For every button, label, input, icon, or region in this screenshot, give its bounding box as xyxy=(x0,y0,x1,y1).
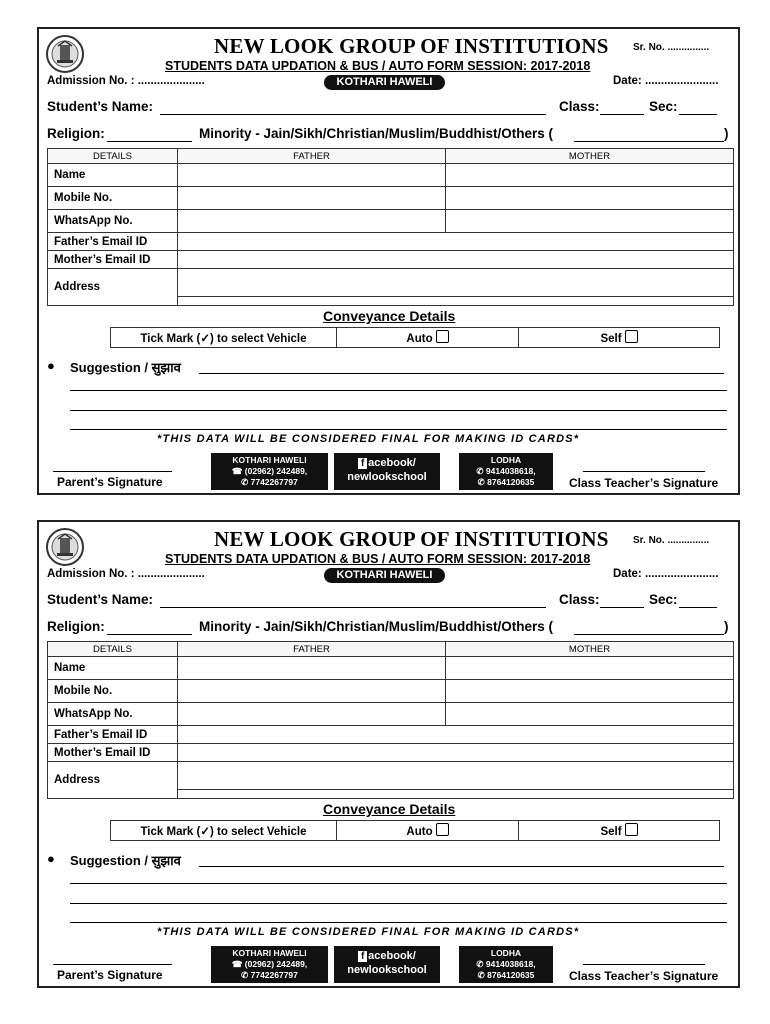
auto-option[interactable] xyxy=(337,821,519,841)
self-checkbox[interactable] xyxy=(625,330,638,343)
date-field: Date: ....................... xyxy=(613,568,719,580)
class-label: Class: xyxy=(559,592,600,607)
sec-line[interactable] xyxy=(679,114,717,115)
minority-close: ) xyxy=(724,619,729,634)
father-cell[interactable] xyxy=(178,680,446,703)
suggestion-line[interactable] xyxy=(199,866,724,867)
mother-cell[interactable] xyxy=(446,680,734,703)
table-row xyxy=(48,703,734,726)
mother-cell[interactable] xyxy=(446,657,734,680)
contact-branch: LODHA xyxy=(490,948,522,958)
father-cell[interactable] xyxy=(178,187,446,210)
row-label: Father’s Email ID xyxy=(48,726,178,744)
student-name-line[interactable] xyxy=(160,114,546,115)
table-row xyxy=(48,744,734,762)
contact-mobile: 7742267797 xyxy=(250,477,298,487)
form-subtitle: STUDENTS DATA UPDATION & BUS / AUTO FORM SESSION: 2017-2018 xyxy=(165,552,591,566)
suggestion-line[interactable] xyxy=(70,429,727,430)
table-row xyxy=(48,726,734,744)
student-name-line[interactable] xyxy=(160,607,546,608)
phone-icon: ✆ xyxy=(476,466,484,476)
tick-instruction: Tick Mark (✓) to select Vehicle xyxy=(111,821,337,841)
contact-branch: LODHA xyxy=(490,455,522,465)
row-label: WhatsApp No. xyxy=(48,703,178,726)
facebook-icon: f xyxy=(358,458,367,469)
contact-phone: ☎ (02962) 242489, xyxy=(231,959,308,969)
branch-badge: KOTHARI HAWELI xyxy=(324,75,445,90)
parent-signature-line[interactable] xyxy=(53,964,172,965)
father-cell[interactable] xyxy=(178,210,446,233)
suggestion-label: Suggestion / सुझाव xyxy=(70,853,181,868)
table-row xyxy=(48,251,734,269)
admission-number: Admission No. : ..................... xyxy=(47,568,205,580)
row-label: Mobile No. xyxy=(48,187,178,210)
student-name-label: Student’s Name: xyxy=(47,592,154,607)
row-label: Mobile No. xyxy=(48,680,178,703)
religion-label: Religion: xyxy=(47,126,105,141)
table-row xyxy=(48,187,734,210)
bullet-icon: ● xyxy=(47,851,55,866)
final-data-note: *THIS DATA WILL BE CONSIDERED FINAL FOR MAKING ID CARDS* xyxy=(157,433,580,445)
row-label: Address xyxy=(48,762,178,799)
suggestion-line[interactable] xyxy=(199,373,724,374)
mobile-icon: ✆ xyxy=(477,477,485,487)
facebook-box xyxy=(334,453,440,490)
lodha-contact-box xyxy=(459,453,553,490)
kothari-contact-box xyxy=(211,946,328,983)
branch-badge: KOTHARI HAWELI xyxy=(324,568,445,583)
mother-email-cell[interactable] xyxy=(178,744,734,762)
sec-line[interactable] xyxy=(679,607,717,608)
mother-cell[interactable] xyxy=(446,703,734,726)
contact-mobile: 7742267797 xyxy=(250,970,298,980)
row-label: WhatsApp No. xyxy=(48,210,178,233)
parent-signature-line[interactable] xyxy=(53,471,172,472)
teacher-signature-label: Class Teacher’s Signature xyxy=(569,969,719,983)
row-label: Name xyxy=(48,164,178,187)
table-row xyxy=(48,210,734,233)
details-header: DETAILS xyxy=(48,149,178,164)
class-line[interactable] xyxy=(600,607,644,608)
mother-header: MOTHER xyxy=(446,642,734,657)
table-row xyxy=(48,233,734,251)
parent-signature-label: Parent’s Signature xyxy=(57,475,163,489)
father-cell[interactable] xyxy=(178,657,446,680)
row-label: Mother’s Email ID xyxy=(48,251,178,269)
facebook-icon: f xyxy=(358,951,367,962)
facebook-line1: acebook/ xyxy=(368,950,416,962)
father-email-cell[interactable] xyxy=(178,726,734,744)
contact-branch: KOTHARI HAWELI xyxy=(232,948,307,958)
student-form xyxy=(37,520,740,988)
father-header: FATHER xyxy=(178,149,446,164)
mother-cell[interactable] xyxy=(446,210,734,233)
date-field: Date: ....................... xyxy=(613,75,719,87)
table-header-row xyxy=(48,642,734,657)
contact-branch: KOTHARI HAWELI xyxy=(232,455,307,465)
facebook-box xyxy=(334,946,440,983)
row-label: Name xyxy=(48,657,178,680)
contact-phone: 9414038618, xyxy=(485,959,536,969)
row-label: Father’s Email ID xyxy=(48,233,178,251)
student-form xyxy=(37,27,740,495)
suggestion-line[interactable] xyxy=(70,390,727,391)
father-email-cell[interactable] xyxy=(178,233,734,251)
sec-label: Sec: xyxy=(649,99,678,114)
final-data-note: *THIS DATA WILL BE CONSIDERED FINAL FOR MAKING ID CARDS* xyxy=(157,926,580,938)
details-header: DETAILS xyxy=(48,642,178,657)
student-name-label: Student’s Name: xyxy=(47,99,154,114)
address-cell[interactable] xyxy=(178,762,734,799)
mother-header: MOTHER xyxy=(446,149,734,164)
conveyance-title: Conveyance Details xyxy=(323,308,456,324)
auto-checkbox[interactable] xyxy=(436,823,449,836)
institute-name: NEW LOOK GROUP OF INSTITUTIONS xyxy=(214,527,609,551)
parent-details-table xyxy=(47,148,734,306)
table-header-row xyxy=(48,149,734,164)
table-row xyxy=(48,164,734,187)
self-label: Self xyxy=(600,333,622,345)
suggestion-label: Suggestion / सुझाव xyxy=(70,360,181,375)
class-label: Class: xyxy=(559,99,600,114)
row-label: Mother’s Email ID xyxy=(48,744,178,762)
admission-number: Admission No. : ..................... xyxy=(47,75,205,87)
minority-line[interactable] xyxy=(574,634,724,635)
mobile-icon: ✆ xyxy=(241,970,249,980)
auto-checkbox[interactable] xyxy=(436,330,449,343)
address-cell[interactable] xyxy=(178,269,734,306)
suggestion-line[interactable] xyxy=(70,903,727,904)
self-option[interactable] xyxy=(519,328,720,348)
religion-line[interactable] xyxy=(107,141,192,142)
self-option[interactable] xyxy=(519,821,720,841)
table-row xyxy=(48,657,734,680)
father-header: FATHER xyxy=(178,642,446,657)
teacher-signature-label: Class Teacher’s Signature xyxy=(569,476,719,490)
phone-icon: ✆ xyxy=(476,959,484,969)
suggestion-line[interactable] xyxy=(70,922,727,923)
mobile-icon: ✆ xyxy=(477,970,485,980)
serial-number: Sr. No. ............... xyxy=(633,42,710,53)
minority-label: Minority - Jain/Sikh/Christian/Muslim/Buddhist/Others ( xyxy=(199,619,554,634)
teacher-signature-line[interactable] xyxy=(583,964,705,965)
self-label: Self xyxy=(600,826,622,838)
mother-cell[interactable] xyxy=(446,164,734,187)
kothari-contact-box xyxy=(211,453,328,490)
self-checkbox[interactable] xyxy=(625,823,638,836)
lodha-contact-box xyxy=(459,946,553,983)
father-cell[interactable] xyxy=(178,164,446,187)
row-label: Address xyxy=(48,269,178,306)
mobile-icon: ✆ xyxy=(241,477,249,487)
contact-mobile: 8764120635 xyxy=(487,477,535,487)
auto-label: Auto xyxy=(406,826,433,838)
contact-phone: ☎ (02962) 242489, xyxy=(231,466,308,476)
table-row xyxy=(48,762,734,799)
institute-logo-icon xyxy=(45,527,85,567)
conveyance-table xyxy=(110,327,720,348)
conveyance-title: Conveyance Details xyxy=(323,801,456,817)
father-cell[interactable] xyxy=(178,703,446,726)
table-row xyxy=(48,269,734,306)
teacher-signature-line[interactable] xyxy=(583,471,705,472)
suggestion-line[interactable] xyxy=(70,410,727,411)
mother-cell[interactable] xyxy=(446,187,734,210)
parent-signature-label: Parent’s Signature xyxy=(57,968,163,982)
facebook-line1: acebook/ xyxy=(368,457,416,469)
form-subtitle: STUDENTS DATA UPDATION & BUS / AUTO FORM SESSION: 2017-2018 xyxy=(165,59,591,73)
institute-logo-icon xyxy=(45,34,85,74)
conveyance-table xyxy=(110,820,720,841)
minority-close: ) xyxy=(724,126,729,141)
serial-number: Sr. No. ............... xyxy=(633,535,710,546)
facebook-line2: newlookschool xyxy=(347,964,427,976)
parent-details-table xyxy=(47,641,734,799)
tick-instruction: Tick Mark (✓) to select Vehicle xyxy=(111,328,337,348)
bullet-icon: ● xyxy=(47,358,55,373)
auto-option[interactable] xyxy=(337,328,519,348)
minority-label: Minority - Jain/Sikh/Christian/Muslim/Buddhist/Others ( xyxy=(199,126,554,141)
religion-line[interactable] xyxy=(107,634,192,635)
suggestion-line[interactable] xyxy=(70,883,727,884)
mother-email-cell[interactable] xyxy=(178,251,734,269)
contact-mobile: 8764120635 xyxy=(487,970,535,980)
facebook-line2: newlookschool xyxy=(347,471,427,483)
institute-name: NEW LOOK GROUP OF INSTITUTIONS xyxy=(214,34,609,58)
auto-label: Auto xyxy=(406,333,433,345)
class-line[interactable] xyxy=(600,114,644,115)
contact-phone: 9414038618, xyxy=(485,466,536,476)
religion-label: Religion: xyxy=(47,619,105,634)
table-row xyxy=(48,680,734,703)
minority-line[interactable] xyxy=(574,141,724,142)
sec-label: Sec: xyxy=(649,592,678,607)
